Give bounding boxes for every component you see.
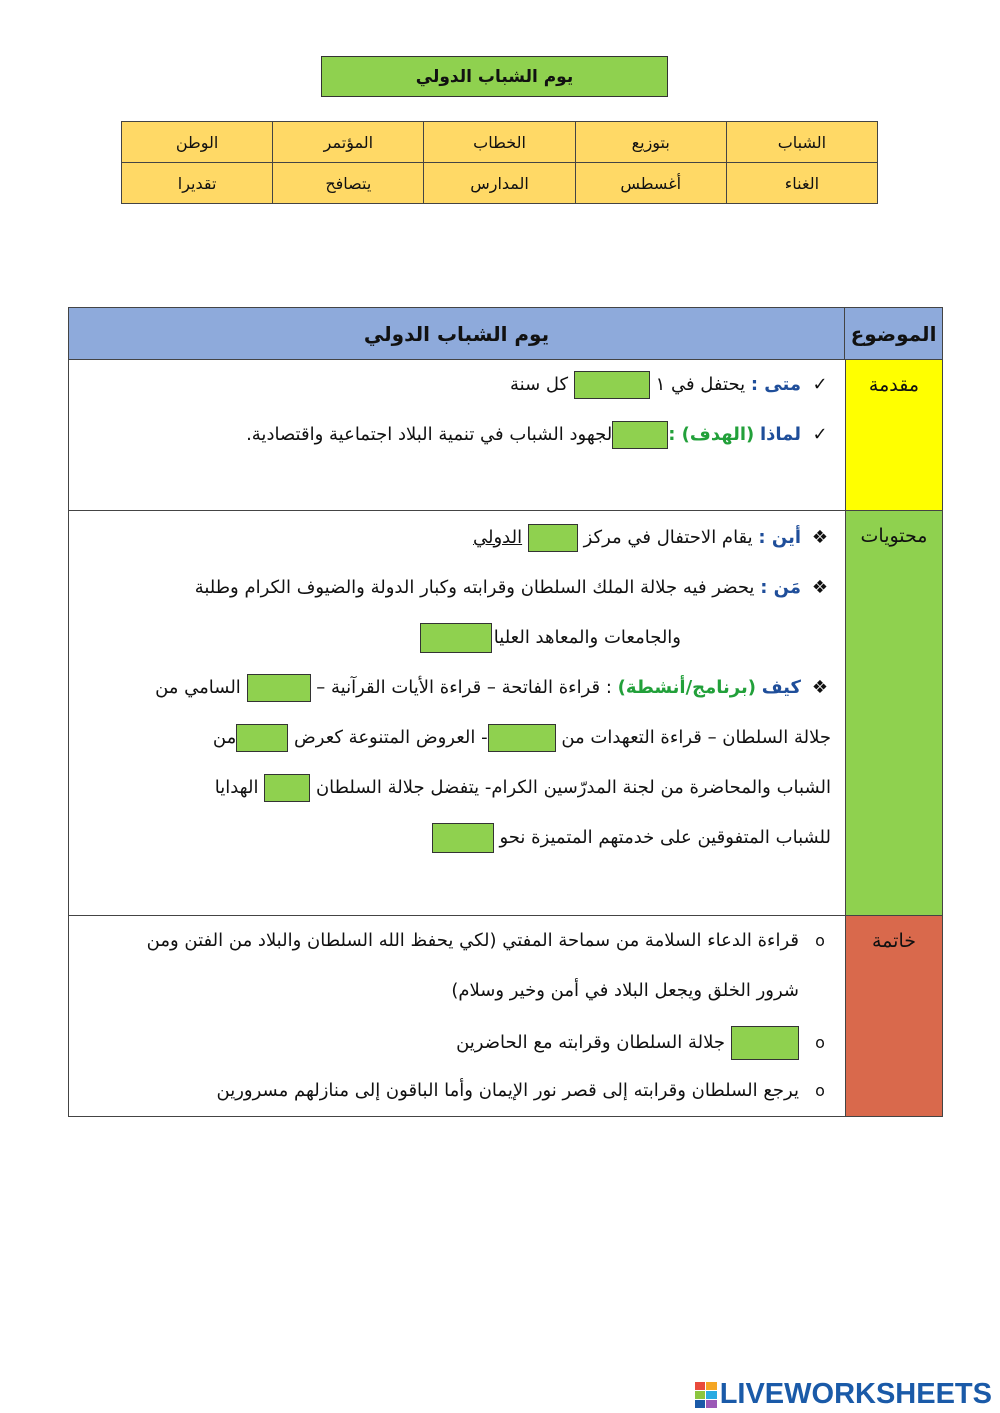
when-key: متى :: [750, 374, 801, 395]
how-program: (برنامج/أنشطة): [617, 677, 756, 698]
word-bank-item: الوطن: [122, 122, 273, 163]
check-icon: ✓: [812, 424, 828, 445]
conclusion-line-4: [217, 1076, 831, 1106]
word-bank-item: المدارس: [424, 163, 575, 204]
conclusion-text-2: شرور الخلق ويجعل البلاد في أمن وخير وسلام): [451, 980, 799, 1001]
blank-input[interactable]: [236, 724, 288, 752]
circle-bullet-icon: o: [815, 1081, 825, 1100]
how-line-4: [432, 823, 831, 853]
word-bank-item: أغسطس: [575, 163, 726, 204]
how-text-2c: من: [212, 727, 237, 748]
when-text: يحتفل في ١: [655, 374, 746, 395]
diamond-bullet-icon: ❖: [811, 677, 829, 698]
liveworksheets-logo: [695, 1378, 992, 1411]
word-bank-row: [122, 122, 878, 163]
word-bank-item: يتصافح: [273, 163, 424, 204]
blank-input[interactable]: [528, 524, 578, 552]
how-text-3a: الشباب والمحاضرة من لجنة المدرّسين الكرام- يتفضل جلالة السلطان: [315, 777, 831, 798]
logo-grid-icon: [695, 1382, 717, 1408]
how-text-1: : قراءة الفاتحة – قراءة الأيات القرآنية –: [316, 677, 612, 698]
conclusion-section: [69, 916, 845, 1116]
where-text-end: الدولي: [472, 527, 523, 548]
word-bank-item: الشباب: [726, 122, 877, 163]
how-line-2: [213, 723, 831, 753]
intro-section: [69, 360, 845, 510]
why-key: لماذا: [760, 424, 801, 445]
how-text-4: للشباب المتفوقين على خدمتهم المتميزة نحو: [499, 827, 831, 848]
how-text-2b: - العروض المتنوعة كعرض: [294, 727, 488, 748]
circle-bullet-icon: o: [815, 931, 825, 950]
word-bank-item: المؤتمر: [273, 122, 424, 163]
why-goal: (الهدف) :: [668, 424, 755, 445]
who-text: يحضر فيه جلالة الملك السلطان وقرابته وكبار الدولة والضيوف الكرام وطلبة: [194, 577, 755, 598]
conclusion-text-1: قراءة الدعاء السلامة من سماحة المفتي (لكي يحفظ الله السلطان والبلاد من الفتن ومن: [146, 930, 799, 951]
word-bank-item: الخطاب: [424, 122, 575, 163]
worksheet-title: يوم الشباب الدولي: [321, 56, 668, 97]
blank-input[interactable]: [488, 724, 556, 752]
blank-input[interactable]: [247, 674, 311, 702]
topic-header: يوم الشباب الدولي: [69, 308, 845, 360]
blank-input[interactable]: [612, 421, 668, 449]
word-bank-item: الغناء: [726, 163, 877, 204]
blank-input[interactable]: [420, 623, 492, 653]
why-line: [246, 420, 831, 450]
how-text-2a: جلالة السلطان – قراءة التعهدات من: [561, 727, 831, 748]
intro-label: مقدمة: [845, 360, 942, 510]
conclusion-line-2: [451, 976, 799, 1006]
logo-text: LIVEWORKSHEETS: [719, 1378, 992, 1410]
conclusion-text-4: يرجع السلطان وقرابته إلى قصر نور الإيمان وأما الباقون إلى منازلهم مسرورين: [216, 1080, 799, 1101]
blank-input[interactable]: [574, 371, 650, 399]
conclusion-label: خاتمة: [845, 916, 942, 1116]
check-icon: ✓: [812, 374, 828, 395]
contents-label: محتويات: [845, 511, 942, 916]
word-bank-item: بتوزيع: [575, 122, 726, 163]
how-line-3: [215, 773, 831, 803]
blank-input[interactable]: [731, 1026, 799, 1060]
who-text-2: والجامعات والمعاهد العليا: [493, 627, 681, 648]
conclusion-text-3: جلالة السلطان وقرابته مع الحاضرين: [456, 1032, 725, 1053]
conclusion-line-3: [456, 1026, 831, 1060]
how-key: كيف: [761, 677, 801, 698]
how-line-1: [155, 673, 831, 703]
how-text-3b: الهدايا: [214, 777, 259, 798]
where-line: [473, 523, 831, 553]
word-bank-item: تقديرا: [122, 163, 273, 204]
who-line-2: [420, 623, 681, 653]
where-key: أين :: [758, 527, 801, 548]
topic-header-label: الموضوع: [845, 308, 942, 360]
when-text-end: كل سنة: [510, 374, 569, 395]
circle-bullet-icon: o: [815, 1033, 825, 1052]
how-text-1b: السامي من: [155, 677, 241, 698]
word-bank-table: [121, 121, 878, 204]
topic-table: [68, 307, 943, 1117]
contents-section: [69, 511, 845, 916]
where-text: يقام الاحتفال في مركز: [583, 527, 753, 548]
who-key: مَن :: [760, 577, 801, 598]
when-line: [510, 370, 831, 400]
blank-input[interactable]: [432, 823, 494, 853]
diamond-bullet-icon: ❖: [811, 527, 829, 548]
who-line: [195, 573, 831, 603]
conclusion-line-1: [147, 926, 831, 956]
diamond-bullet-icon: ❖: [811, 577, 829, 598]
blank-input[interactable]: [264, 774, 310, 802]
word-bank-row: [122, 163, 878, 204]
why-text: لجهود الشباب في تنمية البلاد اجتماعية واقتصادية.: [246, 424, 613, 445]
